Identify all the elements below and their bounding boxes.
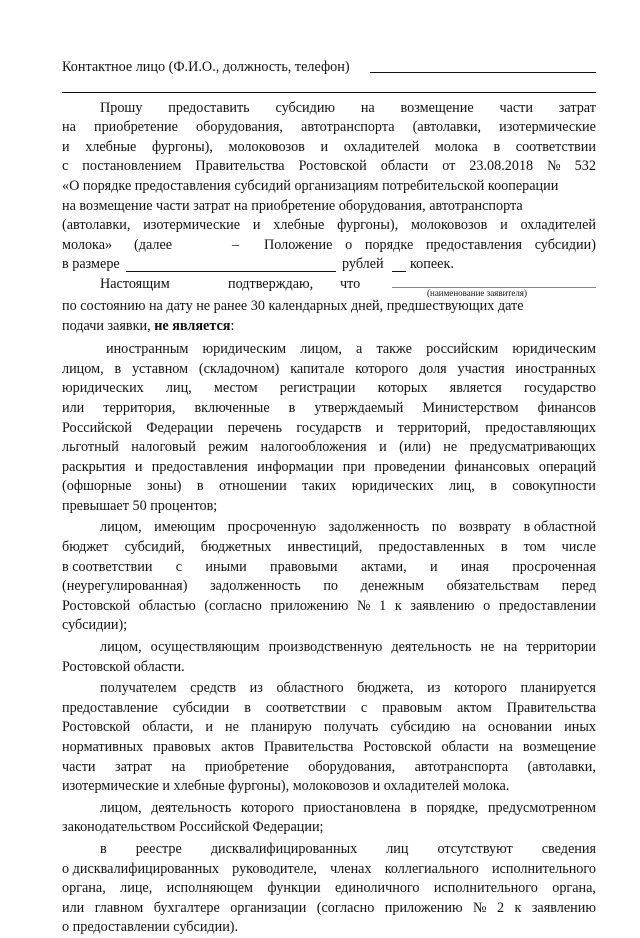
word: Прошу	[100, 99, 143, 116]
word: том	[523, 539, 546, 556]
word: производственную	[268, 639, 383, 656]
word: и	[252, 217, 261, 234]
word: охладителей	[520, 217, 596, 234]
word: Российской	[62, 419, 132, 436]
word: (автолавки,	[527, 758, 596, 775]
word: Положение	[264, 236, 333, 253]
item1-line	[62, 379, 596, 399]
word: числе	[561, 539, 596, 556]
word: органа,	[552, 880, 596, 897]
word: и	[205, 719, 213, 736]
word: Правительства	[195, 158, 285, 175]
word: сведения	[541, 840, 596, 857]
word: части	[499, 99, 533, 116]
item3-line	[62, 638, 596, 658]
word: затрат	[558, 99, 596, 116]
word: операций	[538, 458, 596, 475]
word: утверждаемый	[314, 399, 404, 416]
word: Министерством	[422, 399, 519, 416]
word: проведении	[374, 458, 446, 475]
word: и	[379, 439, 387, 456]
word: в соответствии	[62, 558, 153, 575]
word: территории	[526, 639, 596, 656]
word: предоставляющих	[485, 419, 596, 436]
word: а	[356, 341, 363, 358]
word: исполнительного	[492, 860, 596, 877]
word: лицом,	[100, 519, 142, 536]
word: таких	[302, 478, 337, 495]
word: от	[442, 158, 456, 175]
item2-line	[62, 558, 596, 578]
word: юридическим	[512, 341, 596, 358]
word: юридических	[351, 478, 434, 495]
word: предусмотренном	[487, 799, 596, 816]
item1-line	[62, 360, 596, 380]
word: совокупности	[512, 478, 596, 495]
word: включенные	[194, 399, 270, 416]
contact-blank	[370, 58, 596, 73]
word: областью	[138, 597, 196, 614]
item4-line	[62, 758, 596, 778]
word: приостановлена	[303, 799, 401, 816]
word: государств	[296, 419, 362, 436]
word: местом	[213, 380, 258, 397]
item1-line	[62, 438, 596, 458]
item4-line	[62, 679, 596, 699]
word: реестре	[135, 840, 182, 857]
kopeks-label: копеек.	[410, 256, 454, 273]
item4-line	[62, 699, 596, 719]
word: из	[427, 680, 441, 697]
item4-line: изотермические и хлебные фургоны), молоковозов и охладителей молока.	[62, 778, 510, 795]
request-line	[62, 138, 596, 158]
item2-line	[62, 577, 596, 597]
item1-line	[62, 477, 596, 497]
word: финансов	[537, 399, 596, 416]
word: Ростовской	[363, 739, 432, 755]
word: иными	[205, 558, 247, 575]
word: и	[320, 138, 329, 155]
word: в	[196, 478, 204, 495]
word: в	[288, 399, 296, 416]
word: субсидии)	[534, 236, 596, 253]
contact-label: Контактное лицо (Ф.И.О., должность, телефон)	[62, 59, 350, 75]
word: оборудования,	[196, 119, 283, 136]
word: лиц,	[448, 478, 475, 495]
request-line	[62, 236, 596, 256]
word: и	[429, 558, 438, 575]
item2-line: субсидии);	[62, 617, 128, 634]
word: изотермические	[499, 119, 596, 136]
word: раскрытия	[62, 458, 126, 475]
word: территория,	[103, 399, 176, 416]
word: области	[441, 739, 489, 755]
word: перечень	[227, 419, 283, 436]
item2-line	[62, 597, 596, 617]
word: предоставления	[151, 458, 248, 475]
word: получать	[323, 719, 379, 736]
word: является	[449, 380, 502, 397]
word: имеющим	[154, 519, 216, 536]
word: лицом,	[62, 360, 104, 377]
contact-blank-line-2	[62, 78, 596, 93]
confirm-word: что	[340, 275, 361, 292]
request-line: «О порядке предоставления субсидий организациям потребительской кооперации	[62, 177, 559, 194]
confirm-word: подачи заявки,	[62, 317, 151, 334]
item4-line	[62, 738, 596, 758]
word: территорий,	[397, 419, 471, 436]
word: и	[375, 419, 384, 436]
word: осуществляющим	[150, 639, 260, 656]
request-line-tail	[264, 236, 596, 256]
word: предоставлении	[498, 597, 596, 614]
word: зоны)	[146, 478, 182, 495]
word: порядке,	[426, 799, 479, 816]
word: на	[498, 739, 513, 755]
item6-line	[62, 879, 596, 899]
word: постановлением	[82, 158, 182, 175]
word: по	[431, 519, 447, 536]
word: в	[500, 539, 508, 556]
word: лицом,	[300, 341, 342, 358]
rubles-label: рублей	[342, 256, 384, 273]
word: изотермические	[143, 217, 241, 234]
word: в	[100, 840, 107, 857]
word: заявлению	[531, 899, 596, 916]
word: (согласно	[316, 899, 375, 916]
word: актов	[221, 739, 254, 755]
word: с	[360, 699, 368, 716]
word: на	[62, 119, 76, 136]
word: охладителей	[343, 138, 420, 155]
colon: :	[230, 317, 235, 334]
word: иностранных	[515, 360, 596, 377]
request-dash: –	[232, 236, 240, 253]
word: отсутствуют	[437, 840, 513, 857]
word: (автолавки,	[412, 119, 482, 136]
word: на	[462, 719, 476, 736]
word: уставном	[131, 360, 189, 377]
word: (офшорные	[62, 478, 132, 495]
word: лиц,	[165, 380, 192, 397]
word: приложению	[384, 899, 463, 916]
item1-line	[62, 419, 596, 439]
word: бюджетных	[200, 539, 272, 556]
word: правовым	[382, 699, 443, 716]
word: в	[410, 799, 417, 816]
word: льготный	[62, 439, 119, 456]
word: автотранспорта	[414, 758, 509, 775]
word: Ростовской	[62, 719, 131, 736]
word: налогообложения	[260, 439, 367, 456]
amount-line	[62, 255, 596, 275]
word: иная	[460, 558, 489, 575]
word: хлебные	[273, 217, 325, 234]
word: молоковозов	[228, 138, 305, 155]
word: области	[380, 158, 429, 175]
word: фургоны),	[151, 138, 213, 155]
item5-line	[62, 799, 596, 819]
word: по	[323, 578, 339, 595]
request-line	[62, 157, 596, 177]
word: также	[376, 341, 412, 358]
word: членах	[330, 860, 372, 877]
item1-line	[62, 340, 596, 360]
word: №	[547, 158, 561, 175]
word: не	[443, 439, 458, 456]
word: о дисквалифицированных	[62, 860, 220, 877]
amount-label: в размере	[62, 256, 120, 273]
amount-rubles-blank	[126, 257, 336, 272]
request-line: на возмещение части затрат на приобретение оборудования, автотранспорта	[62, 197, 523, 214]
word: приобретение	[93, 119, 178, 136]
applicant-name-caption: (наименование заявителя)	[427, 287, 527, 298]
word: просроченная	[512, 558, 596, 575]
word: исполняющем	[166, 880, 254, 897]
word: 532	[574, 158, 596, 175]
word: в областной	[523, 519, 596, 536]
word: №	[473, 899, 487, 916]
word: субсидию	[390, 719, 450, 736]
confirm-word: подтверждаю,	[228, 275, 314, 292]
applicant-name-blank	[392, 275, 596, 288]
confirm-line	[62, 317, 596, 337]
word: приобретение	[204, 758, 289, 775]
word: №	[356, 597, 371, 614]
word: соответствии	[515, 138, 596, 155]
word: отношении	[218, 478, 287, 495]
word: юридическим	[202, 341, 287, 358]
word: лице,	[120, 880, 153, 897]
word: бухгалтере	[153, 899, 220, 916]
item1-line	[62, 399, 596, 419]
word: получателем	[100, 680, 177, 697]
word: молока	[434, 138, 478, 155]
word: в	[114, 360, 122, 377]
word: актами,	[360, 558, 407, 575]
word: заявлению	[410, 597, 475, 614]
word: главном	[94, 899, 144, 916]
word: (неурегулированная)	[62, 578, 188, 595]
word: не	[225, 719, 239, 736]
word: области,	[142, 719, 194, 736]
word: правовых	[153, 739, 212, 755]
word: перед	[561, 578, 596, 595]
word: и	[134, 458, 143, 475]
word: и	[62, 138, 70, 155]
item6-line: о предоставлении субсидии).	[62, 919, 239, 936]
word: нормативных	[62, 739, 144, 755]
word: в	[244, 699, 251, 716]
item4-line	[62, 718, 596, 738]
word: просроченную	[227, 519, 317, 536]
word: с	[175, 558, 183, 575]
word: порядке	[364, 236, 414, 253]
word: (складочном)	[198, 360, 280, 377]
word: дисквалифицированных	[210, 840, 358, 857]
word: российским	[426, 341, 499, 358]
request-line	[62, 118, 596, 138]
word: участия	[457, 360, 505, 377]
word: предоставления	[425, 236, 522, 253]
word: приложению	[270, 597, 349, 614]
item2-line	[62, 518, 596, 538]
word: возмещение	[522, 739, 596, 755]
word: обязательствам	[446, 578, 539, 595]
word: Ростовской	[62, 597, 131, 614]
word: предоставить	[168, 99, 250, 116]
word: фургоны),	[337, 217, 399, 234]
word: финансовых	[454, 458, 530, 475]
request-word: (далее	[134, 236, 173, 253]
word: деятельность	[391, 639, 472, 656]
word: (согласно	[204, 597, 262, 614]
word: (автолавки,	[62, 217, 131, 234]
word: единоличного	[335, 880, 420, 897]
word: иных	[564, 719, 596, 736]
word: или	[62, 899, 85, 916]
word: не	[480, 639, 495, 656]
item1-line	[62, 458, 596, 478]
item6-line	[62, 899, 596, 919]
word: на	[503, 639, 518, 656]
word: коллегиального	[384, 860, 479, 877]
word: 1	[379, 597, 387, 614]
word: налоговый	[131, 439, 196, 456]
word: автотранспорта	[301, 119, 395, 136]
word: правовыми	[270, 558, 338, 575]
word: 23.08.2018	[469, 158, 534, 175]
word: возврату	[458, 519, 512, 536]
item6-line	[62, 840, 596, 860]
word: хлебные	[85, 138, 137, 155]
word: лицом,	[100, 639, 142, 656]
word: органа,	[62, 880, 106, 897]
word: оборудования,	[308, 758, 396, 775]
word: актом	[456, 699, 492, 716]
word: средств	[190, 680, 237, 697]
word: руководителе,	[232, 860, 317, 877]
word: регистрации	[279, 380, 356, 397]
word: которого	[453, 680, 507, 697]
word: и	[500, 217, 508, 234]
word: с	[62, 158, 69, 175]
word: предоставление	[62, 699, 158, 716]
word: доля	[418, 360, 447, 377]
amount-kopeks-blank	[392, 257, 406, 272]
confirm-line: по состоянию на дату не ранее 30 календарных дней, предшествующих дате	[62, 297, 524, 314]
word: на	[360, 99, 375, 116]
word: которого	[355, 360, 409, 377]
word: к	[514, 899, 522, 916]
request-word: молока»	[62, 236, 113, 253]
document-page	[62, 58, 596, 938]
word: субсидию	[275, 99, 336, 116]
word: основании	[488, 719, 553, 736]
word: или	[62, 399, 85, 416]
word: исполнительного	[433, 880, 538, 897]
word: задолженность	[328, 519, 420, 536]
word: инвестиций,	[287, 539, 363, 556]
word: к	[394, 597, 402, 614]
item2-line	[62, 538, 596, 558]
word: планирую	[251, 719, 312, 736]
word: о	[483, 597, 491, 614]
word: организации	[230, 899, 307, 916]
word: бюджета,	[357, 680, 414, 697]
word: задолженность	[210, 578, 301, 595]
word: (или)	[399, 439, 431, 456]
word: из	[249, 680, 263, 697]
word: государство	[523, 380, 596, 397]
word: режим	[208, 439, 249, 456]
confirm-line	[62, 275, 596, 297]
word: на	[171, 758, 186, 775]
word: которого	[240, 799, 294, 816]
word: соответствии	[265, 699, 346, 716]
word: бюджет	[62, 539, 109, 556]
word: о	[345, 236, 353, 253]
not-is-emphasis: не является	[154, 317, 231, 334]
word: юридических	[62, 380, 144, 397]
word: капитале	[290, 360, 345, 377]
word: предоставленных	[378, 539, 485, 556]
word: Федерации	[146, 419, 214, 436]
word: при	[342, 458, 366, 475]
word: затрат	[114, 758, 153, 775]
word: функции	[267, 880, 321, 897]
word: в	[490, 478, 497, 495]
confirm-word: Настоящим	[100, 275, 170, 292]
item1-line: превышает 50 процентов;	[62, 497, 218, 514]
word: субсидии	[172, 699, 230, 716]
word: возмещение	[400, 99, 474, 116]
word: части	[62, 758, 96, 775]
item6-line	[62, 860, 596, 880]
contact-line	[62, 58, 596, 78]
word: информации	[257, 458, 334, 475]
word: лицом,	[100, 799, 142, 816]
word: 2	[496, 899, 505, 916]
word: деятельность	[151, 799, 232, 816]
item5-line: законодательством Российской Федерации;	[62, 819, 324, 836]
word: областного	[276, 680, 344, 697]
word: молоковозов	[410, 217, 488, 234]
word: субсидий,	[124, 539, 185, 556]
word: лиц	[386, 840, 409, 857]
word: иностранным	[106, 341, 189, 358]
word: планируется	[520, 680, 596, 697]
word: Ростовской	[298, 158, 367, 175]
word: в	[493, 138, 501, 155]
request-line	[62, 99, 596, 119]
word: предусматривающих	[469, 439, 596, 456]
word: которых	[377, 380, 428, 397]
word: Правительства	[263, 739, 354, 755]
word: Правительства	[506, 699, 596, 716]
request-line	[62, 216, 596, 236]
item3-line: Ростовской области.	[62, 658, 185, 675]
word: денежным	[360, 578, 424, 595]
